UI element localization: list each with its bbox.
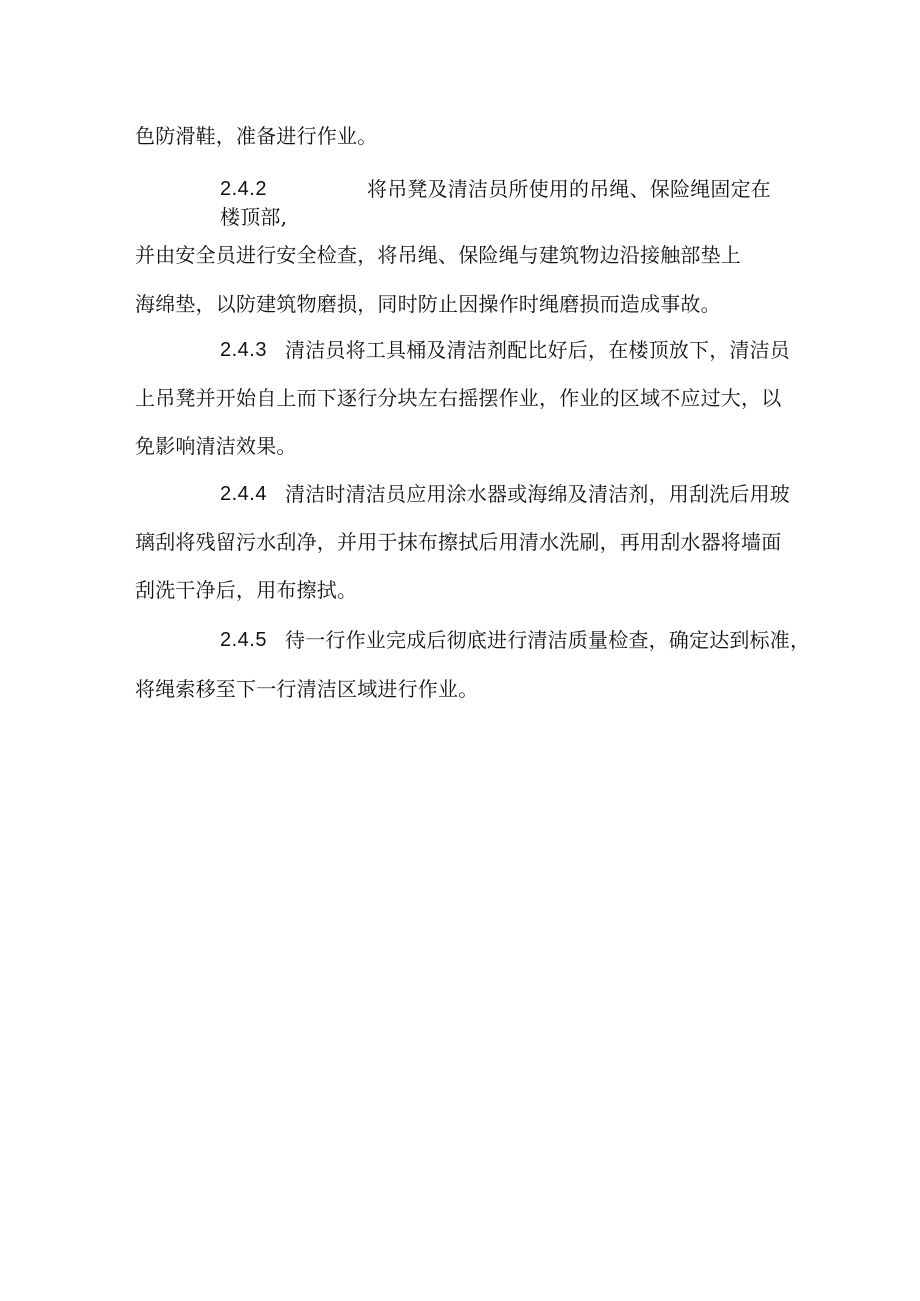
section-2-4-4-line-3: 刮洗干净后，用布擦拭。	[135, 578, 358, 602]
section-2-4-2-line-1: 将吊凳及清洁员所使用的吊绳、保险绳固定在	[367, 177, 771, 201]
section-number-2-4-3: 2.4.3	[220, 339, 267, 361]
section-2-4-2-line-3: 并由安全员进行安全检查，将吊绳、保险绳与建筑物边沿接触部垫上	[135, 243, 741, 267]
section-2-4-5-line-1: 待一行作业完成后彻底进行清洁质量检查，确定达到标准，	[285, 628, 811, 652]
section-2-4-4-line-1: 清洁时清洁员应用涂水器或海绵及清洁剂，用刮洗后用玻	[285, 482, 790, 506]
section-number-2-4-2: 2.4.2	[220, 178, 267, 200]
section-number-2-4-4: 2.4.4	[220, 483, 267, 505]
section-2-4-2-line-2: 楼顶部,	[220, 205, 288, 229]
continuation-line: 色防滑鞋，准备进行作业。	[135, 124, 378, 148]
section-2-4-5-line-2: 将绳索移至下一行清洁区域进行作业。	[135, 677, 479, 701]
section-2-4-3-line-2: 上吊凳并开始自上而下逐行分块左右摇摆作业，作业的区域不应过大，以	[135, 386, 782, 410]
section-2-4-4-line-2: 璃刮将残留污水刮净，并用于抹布擦拭后用清水洗刷，再用刮水器将墙面	[135, 530, 782, 554]
section-2-4-3-line-3: 免影响清洁效果。	[135, 434, 297, 458]
section-number-2-4-5: 2.4.5	[220, 629, 267, 651]
section-2-4-2-line-4: 海绵垫，以防建筑物磨损，同时防止因操作时绳磨损而造成事故。	[135, 292, 721, 316]
section-2-4-3-line-1: 清洁员将工具桶及清洁剂配比好后，在楼顶放下，清洁员	[285, 338, 790, 362]
